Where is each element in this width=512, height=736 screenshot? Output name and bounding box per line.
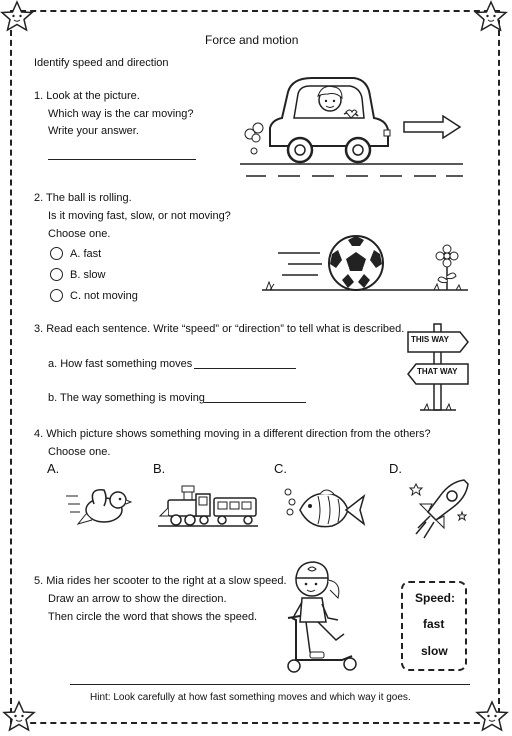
footer-divider [70, 684, 470, 685]
q2-option-b-label: B. slow [70, 269, 106, 281]
q3-instruction: 3. Read each sentence. Write “speed” or “direction” to tell what is described. [34, 323, 405, 335]
q5-line-3: Then circle the word that shows the speed. [48, 611, 258, 623]
q3-item-a: a. How fast something moves [48, 358, 193, 370]
train-icon[interactable] [156, 484, 258, 530]
q2-line-1: 2. The ball is rolling. [34, 192, 132, 204]
fish-icon[interactable] [282, 484, 368, 532]
star-icon [474, 0, 508, 34]
hint-text: Hint: Look carefully at how fast something moves and which way it goes. [90, 692, 411, 703]
q2-option-c-label: C. not moving [70, 290, 138, 302]
rocket-icon[interactable] [400, 478, 472, 544]
q2-option-a-label: A. fast [70, 248, 102, 260]
q4-label-c[interactable]: C. [274, 461, 287, 476]
right-arrow-icon [404, 116, 460, 138]
q3-b-answer-line[interactable] [204, 402, 306, 403]
q3-item-b: b. The way something is moving [48, 392, 205, 404]
q4-sub: Choose one. [48, 446, 111, 458]
q4-label-d[interactable]: D. [389, 461, 402, 476]
q2-line-2: Is it moving fast, slow, or not moving? [48, 210, 231, 222]
q2-option-c-radio[interactable] [50, 289, 63, 302]
q5-line-2: Draw an arrow to show the direction. [48, 593, 227, 605]
girl-scooter-illustration [282, 560, 364, 678]
q4-instruction: 4. Which picture shows something moving in a different direction from the others? [34, 428, 431, 440]
q1-line-1: 1. Look at the picture. [34, 90, 140, 102]
q3-a-answer-line[interactable] [194, 368, 296, 369]
q1-line-2: Which way is the car moving? [48, 108, 194, 120]
star-icon [2, 700, 36, 734]
sign-that-way: THAT WAY [417, 367, 458, 376]
speed-title: Speed: [415, 591, 456, 605]
soccer-ball-illustration [262, 232, 468, 294]
q2-option-a-radio[interactable] [50, 247, 63, 260]
q1-line-3: Write your answer. [48, 125, 139, 137]
page-title: Force and motion [205, 33, 299, 47]
q5-line-1: 5. Mia rides her scooter to the right at a slow speed. [34, 575, 287, 587]
car-illustration [238, 72, 468, 180]
sign-this-way: THIS WAY [411, 335, 449, 344]
q2-option-b-radio[interactable] [50, 268, 63, 281]
page-subtitle: Identify speed and direction [34, 57, 169, 69]
q1-answer-line[interactable] [48, 159, 196, 160]
star-icon [475, 700, 509, 734]
q2-line-3: Choose one. [48, 228, 111, 240]
q4-label-b[interactable]: B. [153, 461, 166, 476]
q4-label-a[interactable]: A. [47, 461, 60, 476]
speed-word-slow[interactable]: slow [421, 644, 448, 658]
star-icon [0, 0, 34, 34]
speed-word-fast[interactable]: fast [423, 617, 445, 631]
bird-icon[interactable] [64, 484, 132, 532]
